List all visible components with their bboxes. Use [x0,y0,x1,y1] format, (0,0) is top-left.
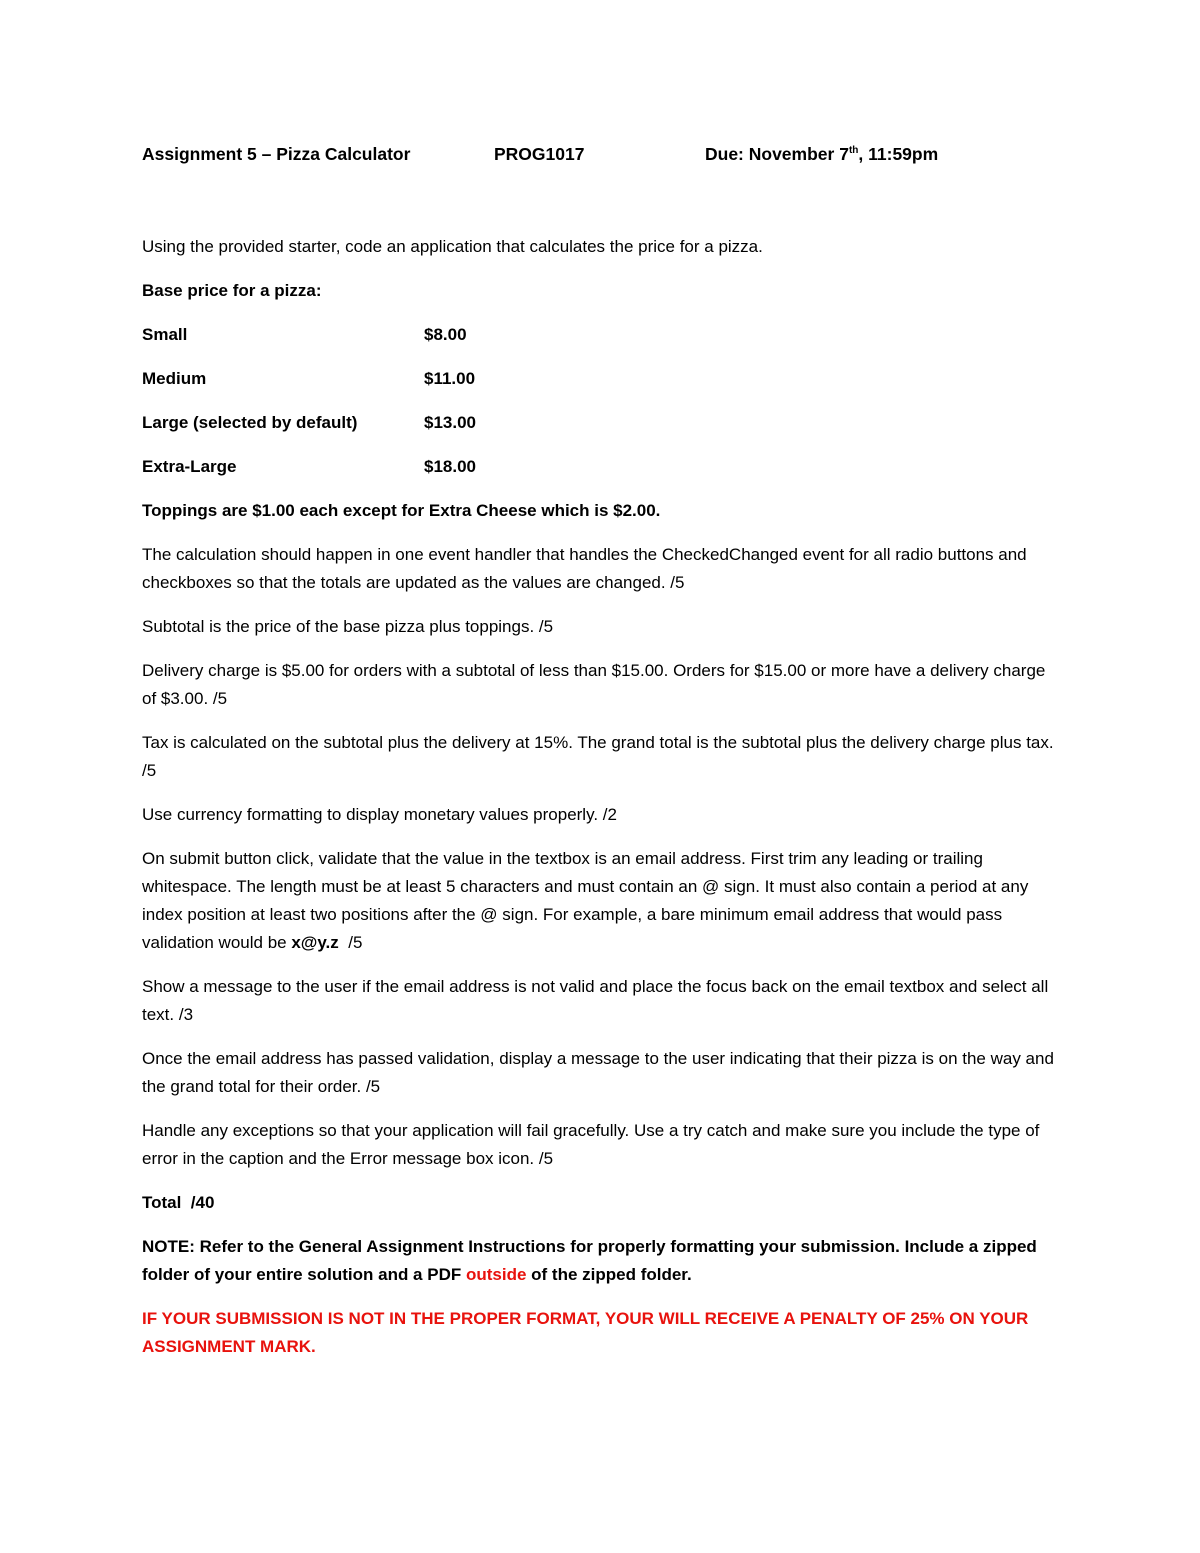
size-label: Medium [142,369,207,388]
toppings-paragraph: Toppings are $1.00 each except for Extra Cheese which is $2.00. [142,501,661,520]
validation-mark: /5 [338,933,363,952]
price-row-large [142,409,1062,437]
base-price-heading: Base price for a pizza: [142,281,322,300]
note-text-end: of the zipped folder. [526,1265,692,1284]
tax-paragraph: Tax is calculated on the subtotal plus the delivery at 15%. The grand total is the subtotal plus the delivery charge plus tax. /5 [142,733,1054,780]
price-row-extra-large [142,453,1062,481]
size-price: $13.00 [424,413,476,432]
currency-paragraph: Use currency formatting to display monetary values properly. /2 [142,805,617,824]
size-price: $11.00 [424,369,476,388]
assignment-title: Assignment 5 – Pizza Calculator [142,144,411,164]
assignment-header [142,144,1100,168]
intro-paragraph: Using the provided starter, code an application that calculates the price for a pizza. [142,237,763,256]
size-label: Extra-Large [142,457,237,476]
subtotal-paragraph: Subtotal is the price of the base pizza plus toppings. /5 [142,617,554,636]
total-marks: Total /40 [142,1193,215,1212]
price-row-medium [142,365,1062,393]
due-date-suffix: , 11:59pm [858,144,939,164]
size-price: $8.00 [424,325,467,344]
penalty-warning: IF YOUR SUBMISSION IS NOT IN THE PROPER FORMAT, YOUR WILL RECEIVE A PENALTY OF 25% ON YOUR ASSIGNMENT MARK. [142,1309,1029,1356]
delivery-paragraph: Delivery charge is $5.00 for orders with a subtotal of less than $15.00. Orders for $15.00 or more have a delivery charge of $3.00. /5 [142,661,1046,708]
size-label: Large (selected by default) [142,413,358,432]
exceptions-paragraph: Handle any exceptions so that your application will fail gracefully. Use a try catch and make sure you include the type of error in the caption and the Error message box icon. /5 [142,1121,1040,1168]
passed-validation-paragraph: Once the email address has passed validation, display a message to the user indicating that their pizza is on the way and the grand total for their order. /5 [142,1049,1054,1096]
calculation-paragraph: The calculation should happen in one event handler that handles the CheckedChanged event for all radio buttons and checkboxes so that the totals are updated as the values are changed. /5 [142,545,1027,592]
validation-paragraph [142,845,1062,957]
course-code: PROG1017 [494,144,585,164]
assignment-body [142,233,1062,1377]
validation-text: On submit button click, validate that the value in the textbox is an email address. First trim any leading or trailing whitespace. The length must be at least 5 characters and must contain an @ sign. It must also contain a period at any index position at least two positions after the @ sign. For example, a bare minimum email address that would pass validation would be [142,849,1029,952]
size-label: Small [142,325,188,344]
size-price: $18.00 [424,457,476,476]
due-date-superscript: th [848,145,859,157]
due-date-prefix: Due: November 7 [705,144,849,164]
note-text: NOTE: Refer to the General Assignment Instructions for properly formatting your submission. Include a zipped folder of your entire solution and a PDF [142,1237,1037,1284]
note-paragraph [142,1233,1062,1289]
price-row-small [142,321,1062,349]
invalid-email-paragraph: Show a message to the user if the email address is not valid and place the focus back on the email textbox and select all text. /3 [142,977,1049,1024]
email-example: x@y.z [291,933,339,952]
note-highlight: outside [465,1265,527,1284]
due-date [705,144,938,165]
